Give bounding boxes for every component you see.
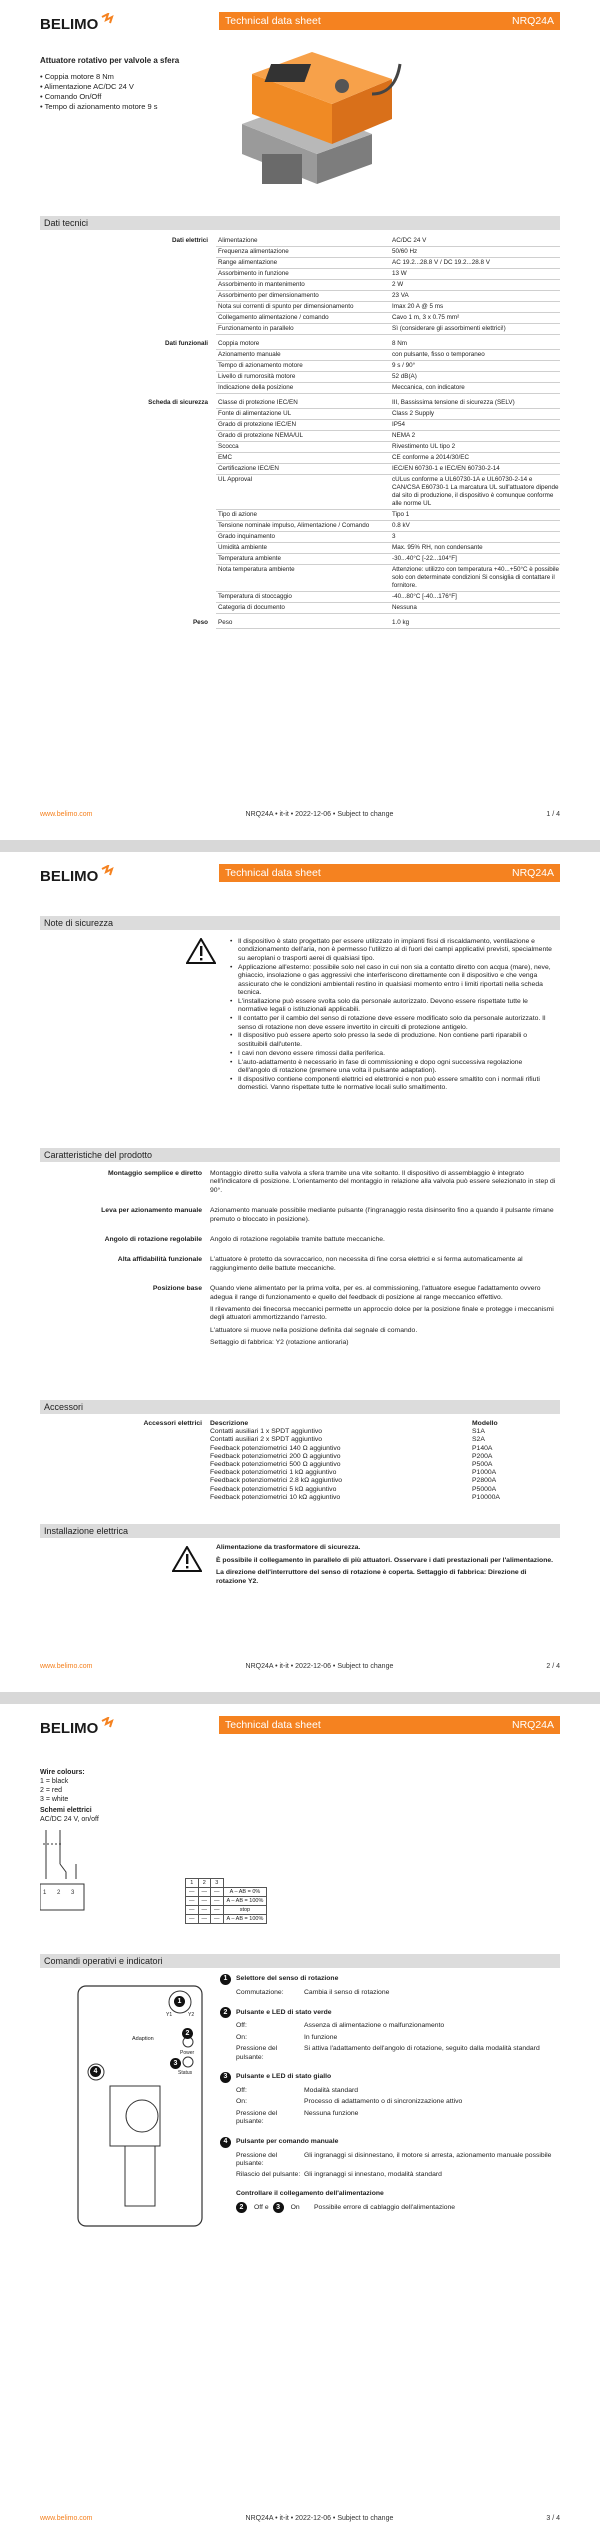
table-row: Contatti ausiliari 1 x SPDT aggiuntivo S1A (210, 1428, 485, 1436)
product-subtitle: Attuatore rotativo per valvole a sfera (40, 56, 180, 65)
table-row: Frequenza alimentazione 50/60 Hz (216, 247, 560, 258)
list-item: 3 = white (40, 1796, 69, 1803)
power-check-text: Possibile errore di cablaggio dell'alimentazione (314, 2203, 456, 2211)
accessories-table (40, 1420, 560, 1502)
wiring-diagram (40, 1806, 110, 1922)
table-row: Assorbimento per dimensionamento 23 VA (216, 291, 560, 302)
product-bullet: • Tempo di azionamento motore 9 s (40, 102, 158, 112)
product-image (222, 34, 402, 194)
characteristic-row: Alta affidabilità funzionale L'attuatore è protetto da sovraccarico, non necessita di fine corsa elettrici e si ferma automaticamente al raggiungimento delle battute meccaniche. (117, 1256, 523, 1272)
list-item: • Il dispositivo è stato progettato per essere utilizzato in impianti fissi di riscaldamento, ventilazione e condizionamento dell'aria, non è permesso l'utilizzo al di fuori dei campi applicativi previsti, specialmente su aeroplani o trasporti aerei di qualsiasi tipo. (230, 938, 556, 963)
control-group: 2 Pulsante e LED di stato verde Off: Assenza di alimentazione o malfunzionamento On: In funzione Pressione del pulsante: Si attiva l'adattamento dell'angolo di rotazione, seguito dalla modalità standard (220, 2007, 560, 2062)
table-row: Feedback potenziometrici 1 kΩ aggiuntivo P1000A (210, 1469, 497, 1477)
table-row: Tempo di azionamento motore 9 s / 90° (216, 361, 560, 372)
footer-meta: NRQ24A • it-it • 2022-12-06 • Subject to change (245, 811, 394, 818)
table-row: Temperatura di stoccaggio -40...80°C [-40...176°F] (216, 592, 560, 603)
product-bullets (40, 72, 158, 112)
list-item: • Il dispositivo può essere aperto solo presso la sede di produzione. Non contiene parti riparabili o sostituibili dall'utente. (230, 1032, 556, 1049)
tech-group-electrical (40, 236, 560, 335)
installation-note: Alimentazione da trasformatore di sicurezza. (216, 1544, 361, 1551)
technical-data-table (40, 236, 560, 629)
number-3-icon: 3 (273, 2202, 284, 2213)
table-row: Grado di protezione NEMA/UL NEMA 2 (216, 431, 560, 442)
controls-list (220, 1974, 560, 2213)
table-row: Feedback potenziometrici 10 kΩ aggiuntivo P10000A (210, 1493, 500, 1501)
page-footer (40, 811, 560, 818)
footer-url[interactable]: www.belimo.com (40, 1663, 93, 1670)
belimo-logo (40, 865, 116, 887)
wire-colours (40, 1768, 85, 1804)
number-4-icon: 4 (220, 2137, 231, 2148)
table-row: Azionamento manuale con pulsante, fisso o temporaneo (216, 350, 560, 361)
warning-icon (172, 1546, 202, 1576)
table-row: Feedback potenziometrici 2.8 kΩ aggiuntivo P2800A (210, 1477, 497, 1485)
product-bullet: • Alimentazione AC/DC 24 V (40, 82, 158, 92)
header-bar (219, 864, 560, 882)
table-row: EMC CE conforme a 2014/30/EC (216, 453, 560, 464)
tech-group-safety (40, 398, 560, 614)
table-row: Range alimentazione AC 19.2...28.8 V / DC 19.2...28.8 V (216, 258, 560, 269)
product-bullet: • Comando On/Off (40, 92, 158, 102)
svg-text:1: 1 (43, 1890, 47, 1896)
characteristic-row: Angolo di rotazione regolabile Angolo di rotazione regolabile tramite battute meccaniche. (104, 1236, 385, 1244)
section-technical-data: Dati tecnici (40, 216, 560, 230)
product-bullet: • Coppia motore 8 Nm (40, 72, 158, 82)
y2-label: Y2 (188, 2012, 195, 2018)
control-group: 3 Pulsante e LED di stato giallo Off: Modalità standard On: Processo di adattamento o di sincronizzazione attivo Pressione del pulsante: Nessuna funzione (220, 2072, 560, 2127)
table-row: Umidità ambiente Max. 95% RH, non condensante (216, 543, 560, 554)
footer-page: 3 / 4 (546, 2515, 560, 2522)
section-safety-notes: Note di sicurezza (40, 916, 560, 930)
table-row: Tensione nominale impulso, Alimentazione / Comando 0.8 kV (216, 521, 560, 532)
section-accessories: Accessori (40, 1400, 560, 1414)
marker-1-icon: 1 (174, 1996, 185, 2007)
warning-icon (186, 938, 216, 969)
table-row: Peso 1.0 kg (216, 618, 560, 629)
product-characteristics (40, 1170, 560, 1360)
control-group: 1 Selettore del senso di rotazione Commutazione: Cambia il senso di rotazione (220, 1974, 560, 1997)
list-item: 1 = black (40, 1778, 69, 1785)
power-check: Controllare il collegamento dell'alimentazione 2 Off e 3 On Possibile errore di cablaggio dell'alimentazione (236, 2190, 560, 2213)
characteristic-row: Posizione base Quando viene alimentato per la prima volta, per es. al commissioning, l'attuatore esegue l'adattamento ovvero adegua il range di funzionamento e quello del feedback di posizione al range meccanico effettivo. Il rilevamento dei finecorsa meccanici permette un approccio dolce per la posizione finale e protegge i meccanismi degli attuatori ammortizzando l'arresto. L'attuatore si muove nella posizione definita dal segnale di comando. Settaggio di fabbrica: Y2 (rotazione antioraria) (152, 1285, 554, 1347)
number-3-icon: 3 (220, 2072, 231, 2083)
header-title: Technical data sheet (225, 15, 321, 27)
header-bar (219, 12, 560, 30)
status-label: Status (178, 2070, 193, 2076)
header-model: NRQ24A (511, 867, 554, 879)
table-header: Accessori elettrici Descrizione Modello (143, 1420, 498, 1427)
tech-group-label: Peso (192, 619, 208, 626)
y1-label: Y1 (166, 2012, 173, 2018)
marker-2-icon: 2 (182, 2028, 193, 2039)
section-controls: Comandi operativi e indicatori (40, 1954, 560, 1968)
table-row: Scocca Rivestimento UL tipo 2 (216, 442, 560, 453)
control-group: 4 Pulsante per comando manuale Pressione del pulsante: Gli ingranaggi si disinnestano, il motore si arresta, azionamento manuale possibile Rilascio del pulsante: Gli ingranaggi si innestano, modalità standard (220, 2137, 560, 2180)
list-item: • Il dispositivo contiene componenti elettrici ed elettronici e non può essere smaltito con i normali rifiuti domestici. Vanno rispettate tutte le normative locali sullo smaltimento. (230, 1076, 556, 1093)
table-row: Feedback potenziometrici 500 Ω aggiuntivo P500A (210, 1461, 493, 1469)
page-footer (40, 2515, 560, 2522)
header-model: NRQ24A (511, 15, 554, 27)
wire-colours-title: Wire colours: (40, 1769, 85, 1776)
table-row: Assorbimento in funzione 13 W (216, 269, 560, 280)
number-2-icon: 2 (220, 2007, 231, 2018)
table-row: Indicazione della posizione Meccanica, con indicatore (216, 383, 560, 394)
table-row: Fonte di alimentazione UL Class 2 Supply (216, 409, 560, 420)
marker-3-icon: 3 (170, 2058, 181, 2069)
table-row: Nota temperatura ambiente Attenzione: utilizzo con temperatura +40...+50°C è possibile solo con determinate condizioni Si consiglia di contattare il fornitore. (216, 565, 560, 592)
schema-subtitle: AC/DC 24 V, on/off (40, 1816, 99, 1823)
svg-text:BELIMO: BELIMO (40, 1720, 99, 1737)
list-item: • Il contatto per il cambio del senso di rotazione deve essere modificato solo da personale autorizzato. Il senso di rotazione non deve essere invertito in circuiti di protezione antigelo. (230, 1015, 556, 1032)
footer-url[interactable]: www.belimo.com (40, 811, 93, 818)
svg-text:BELIMO: BELIMO (40, 16, 99, 33)
safety-list (230, 938, 556, 1093)
svg-text:BELIMO: BELIMO (40, 868, 99, 885)
table-row: Temperatura ambiente -30...40°C [-22...104°F] (216, 554, 560, 565)
characteristic-row: Montaggio semplice e diretto Montaggio diretto sulla valvola a sfera tramite una vite soltanto. Il dispositivo di assemblaggio è integrato nell'indicatore di posizione. L'orientamento del montaggio in relazione alla valvola può essere selezionato in step di 90°. (107, 1170, 556, 1194)
table-row: Alimentazione AC/DC 24 V (216, 236, 560, 247)
tech-group-weight (40, 618, 560, 629)
footer-meta: NRQ24A • it-it • 2022-12-06 • Subject to change (245, 1663, 394, 1670)
table-row: UL Approval cULus conforme a UL60730-1A e UL60730-2-14 e CAN/CSA E60730-1 La marcatura UL sull'attuatore dipende dal sito di produzione, il dispositivo è comunque conforme alle norme UL (216, 475, 560, 510)
header-title: Technical data sheet (225, 867, 321, 879)
table-row: Nota sui correnti di spunto per dimensionamento Imax 20 A @ 5 ms (216, 302, 560, 313)
list-item: • L'auto-adattamento è necessario in fase di commissioning e dopo ogni successiva regolazione dell'angolo di rotazione (premere una volta il pulsante adaptation). (230, 1059, 556, 1076)
svg-text:3: 3 (71, 1890, 75, 1896)
number-2-icon: 2 (236, 2202, 247, 2213)
header-title: Technical data sheet (225, 1719, 321, 1731)
list-item: • Applicazione all'esterno: possibile solo nel caso in cui non sia a contatto diretto con acqua (mare), neve, ghiaccio, insolazione o gas aggressivi che interferiscono direttamente con il dispositivo e che venga assicurato che le condizioni ambientali restino in qualsiasi momento entro i limiti riportati nella scheda tecnica. (230, 964, 556, 998)
table-row: Grado inquinamento 3 (216, 532, 560, 543)
table-row: Grado di protezione IEC/EN IP54 (216, 420, 560, 431)
footer-url[interactable]: www.belimo.com (40, 2515, 93, 2522)
marker-4-icon: 4 (90, 2066, 101, 2077)
table-row: Coppia motore 8 Nm (216, 339, 560, 350)
table-row: Categoria di documento Nessuna (216, 603, 560, 614)
header-bar (219, 1716, 560, 1734)
actuator-front-diagram (70, 1976, 210, 2236)
installation-note: È possibile il collegamento in parallelo di più attuatori. Osservare i dati prestazionali per l'alimentazione. (216, 1556, 554, 1564)
wiring-schematic-icon (40, 1824, 110, 1919)
table-row: Feedback potenziometrici 200 Ω aggiuntivo P200A (210, 1452, 493, 1460)
section-electrical-installation: Installazione elettrica (40, 1524, 560, 1538)
characteristic-row: Leva per azionamento manuale Azionamento manuale possibile mediante pulsante (l'ingranaggio resta disinserito fino a quando il pulsante rimane premuto o bloccato in posizione). (101, 1207, 554, 1223)
power-check-title: Controllare il collegamento dell'alimentazione (236, 2189, 384, 2197)
list-item: • I cavi non devono essere rimossi dalla periferica. (230, 1050, 556, 1058)
belimo-logo (40, 1717, 116, 1739)
belimo-logo (40, 13, 116, 35)
tech-group-label: Dati elettrici (171, 237, 208, 244)
tech-group-functional (40, 339, 560, 394)
table-row: Classe di protezione IEC/EN III, Bassissima tensione di sicurezza (SELV) (216, 398, 560, 409)
svg-text:2: 2 (57, 1890, 61, 1896)
footer-page: 2 / 4 (546, 1663, 560, 1670)
list-item: • L'installazione può essere svolta solo da personale autorizzato. Devono essere rispettate tutte le normative legali o istituzionali applicabili. (230, 998, 556, 1015)
table-row: Tipo di azione Tipo 1 (216, 510, 560, 521)
table-row: Funzionamento in parallelo Sì (considerare gli assorbimenti elettrici!) (216, 324, 560, 335)
footer-page: 1 / 4 (546, 811, 560, 818)
page-1 (0, 0, 600, 840)
tech-group-label: Dati funzionali (164, 340, 208, 347)
number-1-icon: 1 (220, 1974, 231, 1985)
installation-note: La direzione dell'interruttore del senso di rotazione è coperta. Settaggio di fabbrica: Direzione di rotazione Y2. (216, 1569, 527, 1585)
header-model: NRQ24A (511, 1719, 554, 1731)
tech-group-label: Scheda di sicurezza (148, 399, 208, 406)
section-product-characteristics: Caratteristiche del prodotto (40, 1148, 560, 1162)
table-row: Contatti ausiliari 2 x SPDT aggiuntivo S2A (210, 1436, 485, 1444)
page-footer (40, 1663, 560, 1670)
table-row: Certificazione IEC/EN IEC/EN 60730-1 e IEC/EN 60730-2-14 (216, 464, 560, 475)
table-row: Livello di rumorosità motore 52 dB(A) (216, 372, 560, 383)
list-item: 2 = red (40, 1787, 62, 1794)
table-row: Collegamento alimentazione / comando Cavo 1 m, 3 x 0.75 mm² (216, 313, 560, 324)
table-row: Feedback potenziometrici 140 Ω aggiuntivo P140A (210, 1444, 493, 1452)
adaption-label: Adaption (132, 2036, 154, 2042)
switching-table: 1 2 3 — — — A – AB = 0% — — — A – AB = 100% — — — stop — — — A – AB = 100% (185, 1878, 267, 1924)
table-row: Feedback potenziometrici 5 kΩ aggiuntivo P5000A (210, 1485, 497, 1493)
power-label: Power (180, 2050, 195, 2056)
table-row: Assorbimento in mantenimento 2 W (216, 280, 560, 291)
schema-title: Schemi elettrici (40, 1807, 92, 1814)
footer-meta: NRQ24A • it-it • 2022-12-06 • Subject to change (245, 2515, 394, 2522)
